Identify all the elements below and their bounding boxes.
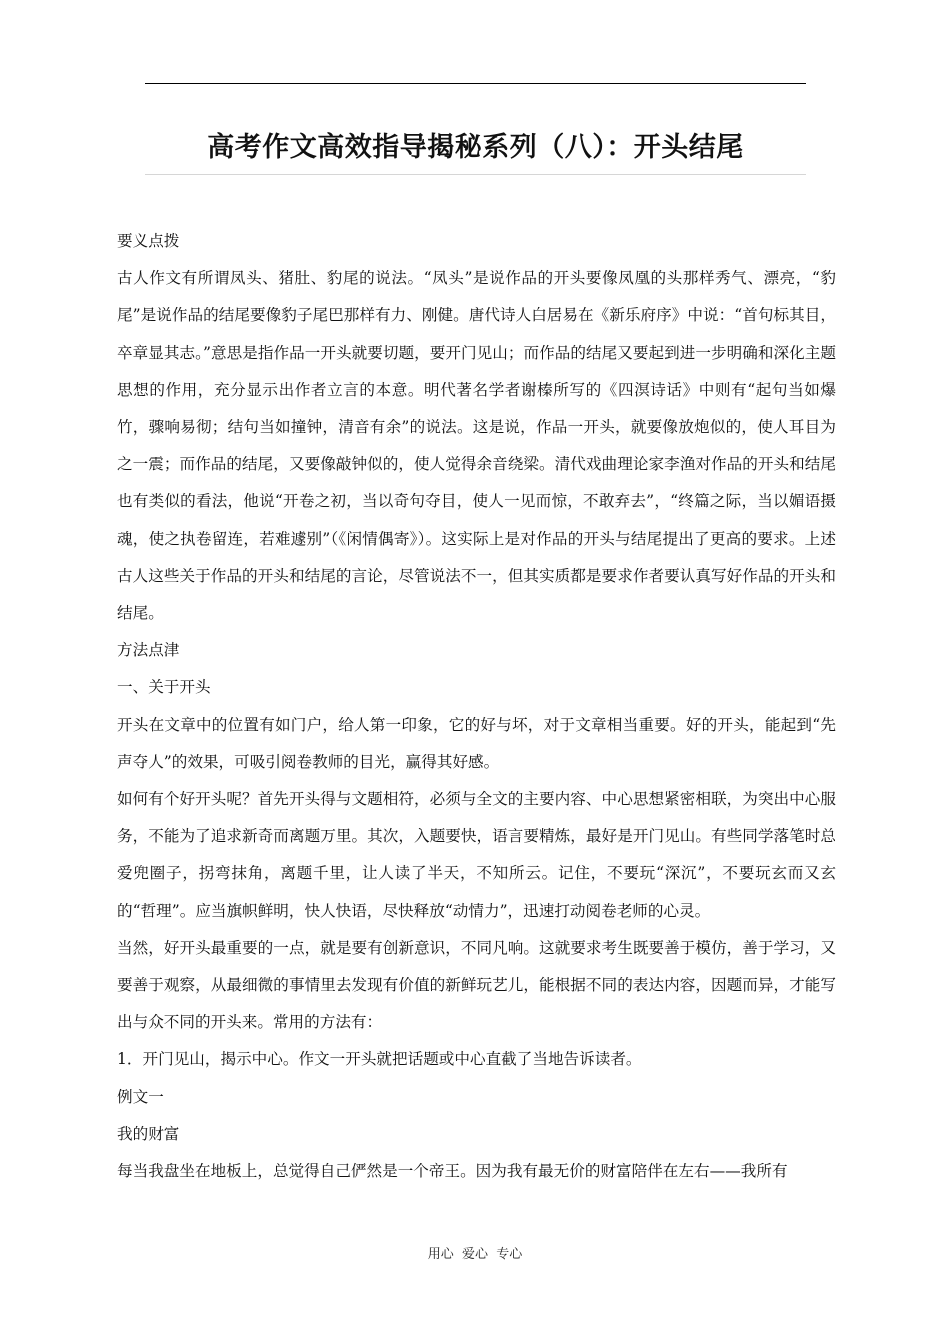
section-heading-key-points: 要义点拨 — [117, 232, 180, 250]
paragraph-innovation: 当然，好开头最重要的一点，就是要有创新意识，不同凡响。这就要求考生既要善于模仿，善于学习，又要善于观察，从最细微的事情里去发现有价值的新鲜玩艺儿，能根据不同的表达内容，因题而异，才能写出与众不同的开头来。常用的方法有： — [117, 938, 836, 1032]
paragraph-ancient-views: 古人作文有所谓凤头、猪肚、豹尾的说法。“凤头”是说作品的开头要像凤凰的头那样秀气、漂亮，“豹尾”是说作品的结尾要像豹子尾巴那样有力、刚健。唐代诗人白居易在《新乐府序》中说：“首句标其目，卒章显其志。”意思是指作品一开头就要切题，要开门见山；而作品的结尾又要起到进一步明确和深化主题思想的作用，充分显示出作者立言的本意。明代著名学者谢榛所写的《四溟诗话》中则有“起句当如爆竹，骤响易彻；结句当如撞钟，清音有余”的说法。这是说，作品一开头，就要像放炮似的，使人耳目为之一震；而作品的结尾，又要像敲钟似的，使人觉得余音绕梁。清代戏曲理论家李渔对作品的开头和结尾也有类似的看法，他说“开卷之初，当以奇句夺目，使人一见而惊，不敢弃去”，“终篇之际，当以媚语摄魂，使之执卷留连，若难遽别”（《闲情偶寄》）。这实际上是对作品的开头与结尾提出了更高的要求。上述古人这些关于作品的开头和结尾的言论，尽管说法不一，但其实质都是要求作者要认真写好作品的开头和结尾。 — [117, 269, 836, 623]
paragraph-how-to-open: 如何有个好开头呢？首先开头得与文题相符，必须与全文的主要内容、中心思想紧密相联，为突出中心服务，不能为了追求新奇而离题万里。其次，入题要快，语言要精炼，最好是开门见山。有些同学落笔时总爱兜圈子，拐弯抹角，离题千里，让人读了半天，不知所云。记住，不要玩“深沉”，不要玩玄而又玄的“哲理”。应当旗帜鲜明，快人快语，尽快释放“动情力”，迅速打动阅卷老师的心灵。 — [117, 790, 836, 920]
example-title: 我的财富 — [117, 1124, 180, 1143]
document-title: 高考作文高效指导揭秘系列（八）：开头结尾 — [207, 132, 744, 163]
example-label: 例文一 — [117, 1087, 164, 1106]
header-rule — [145, 83, 806, 84]
page-footer: 用心 爱心 专心 — [427, 1247, 523, 1262]
method-item-1: 1．开门见山，揭示中心。作文一开头就把话题或中心直截了当地告诉读者。 — [117, 1050, 642, 1069]
document-body — [117, 223, 836, 1190]
example-first-line: 每当我盘坐在地板上，总觉得自己俨然是一个帝王。因为我有最无价的财富陪伴在左右——我所有 — [117, 1162, 788, 1181]
title-underline — [145, 174, 806, 175]
section-heading-methods: 方法点津 — [117, 641, 180, 660]
subheading-about-openings: 一、关于开头 — [117, 678, 211, 697]
paragraph-opening-importance: 开头在文章中的位置有如门户，给人第一印象，它的好与坏，对于文章相当重要。好的开头，能起到“先声夺人”的效果，可吸引阅卷教师的目光，赢得其好感。 — [117, 715, 836, 771]
